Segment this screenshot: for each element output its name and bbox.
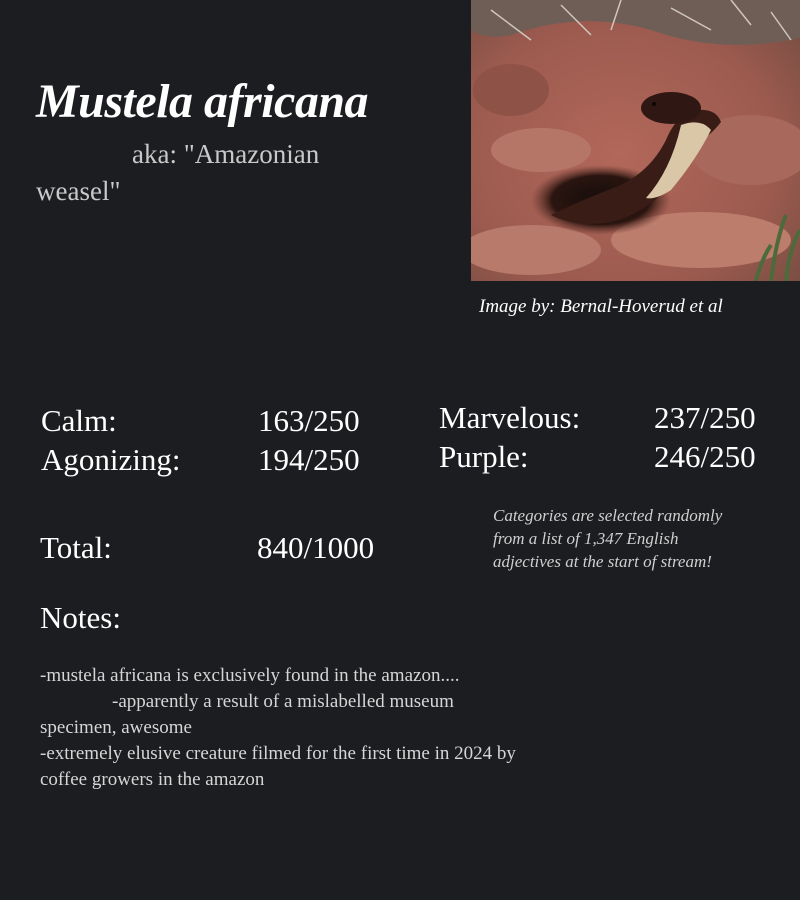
rating-label-marvelous: Marvelous: bbox=[439, 400, 581, 435]
rating-score-calm: 163/250 bbox=[258, 403, 360, 438]
rating-label-purple: Purple: bbox=[439, 439, 529, 474]
species-title: Mustela africana bbox=[36, 75, 369, 128]
total-score: 840/1000 bbox=[257, 530, 375, 565]
image-credit: Image by: Bernal-Hoverud et al bbox=[479, 296, 723, 317]
rating-score-purple: 246/250 bbox=[654, 439, 756, 474]
common-name: aka: "Amazonian weasel" bbox=[36, 139, 320, 206]
notes-heading: Notes: bbox=[40, 600, 121, 635]
note-line: -mustela africana is exclusively found in the amazon.... bbox=[40, 665, 460, 686]
notes-list bbox=[40, 663, 520, 793]
rating-score-marvelous: 237/250 bbox=[654, 400, 756, 435]
rating-score-agonizing: 194/250 bbox=[258, 442, 360, 477]
total-label: Total: bbox=[40, 530, 112, 565]
weasel-photo bbox=[471, 0, 800, 281]
rating-label-calm: Calm: bbox=[41, 403, 117, 438]
rating-label-agonizing: Agonizing: bbox=[41, 442, 181, 477]
category-disclaimer: Categories are selected randomly from a list of 1,347 English adjectives at the start of stream! bbox=[493, 506, 723, 571]
note-line: -extremely elusive creature filmed for the first time in 2024 by coffee growers in the amazon bbox=[40, 743, 516, 790]
note-line: -apparently a result of a mislabelled museum specimen, awesome bbox=[40, 691, 454, 738]
